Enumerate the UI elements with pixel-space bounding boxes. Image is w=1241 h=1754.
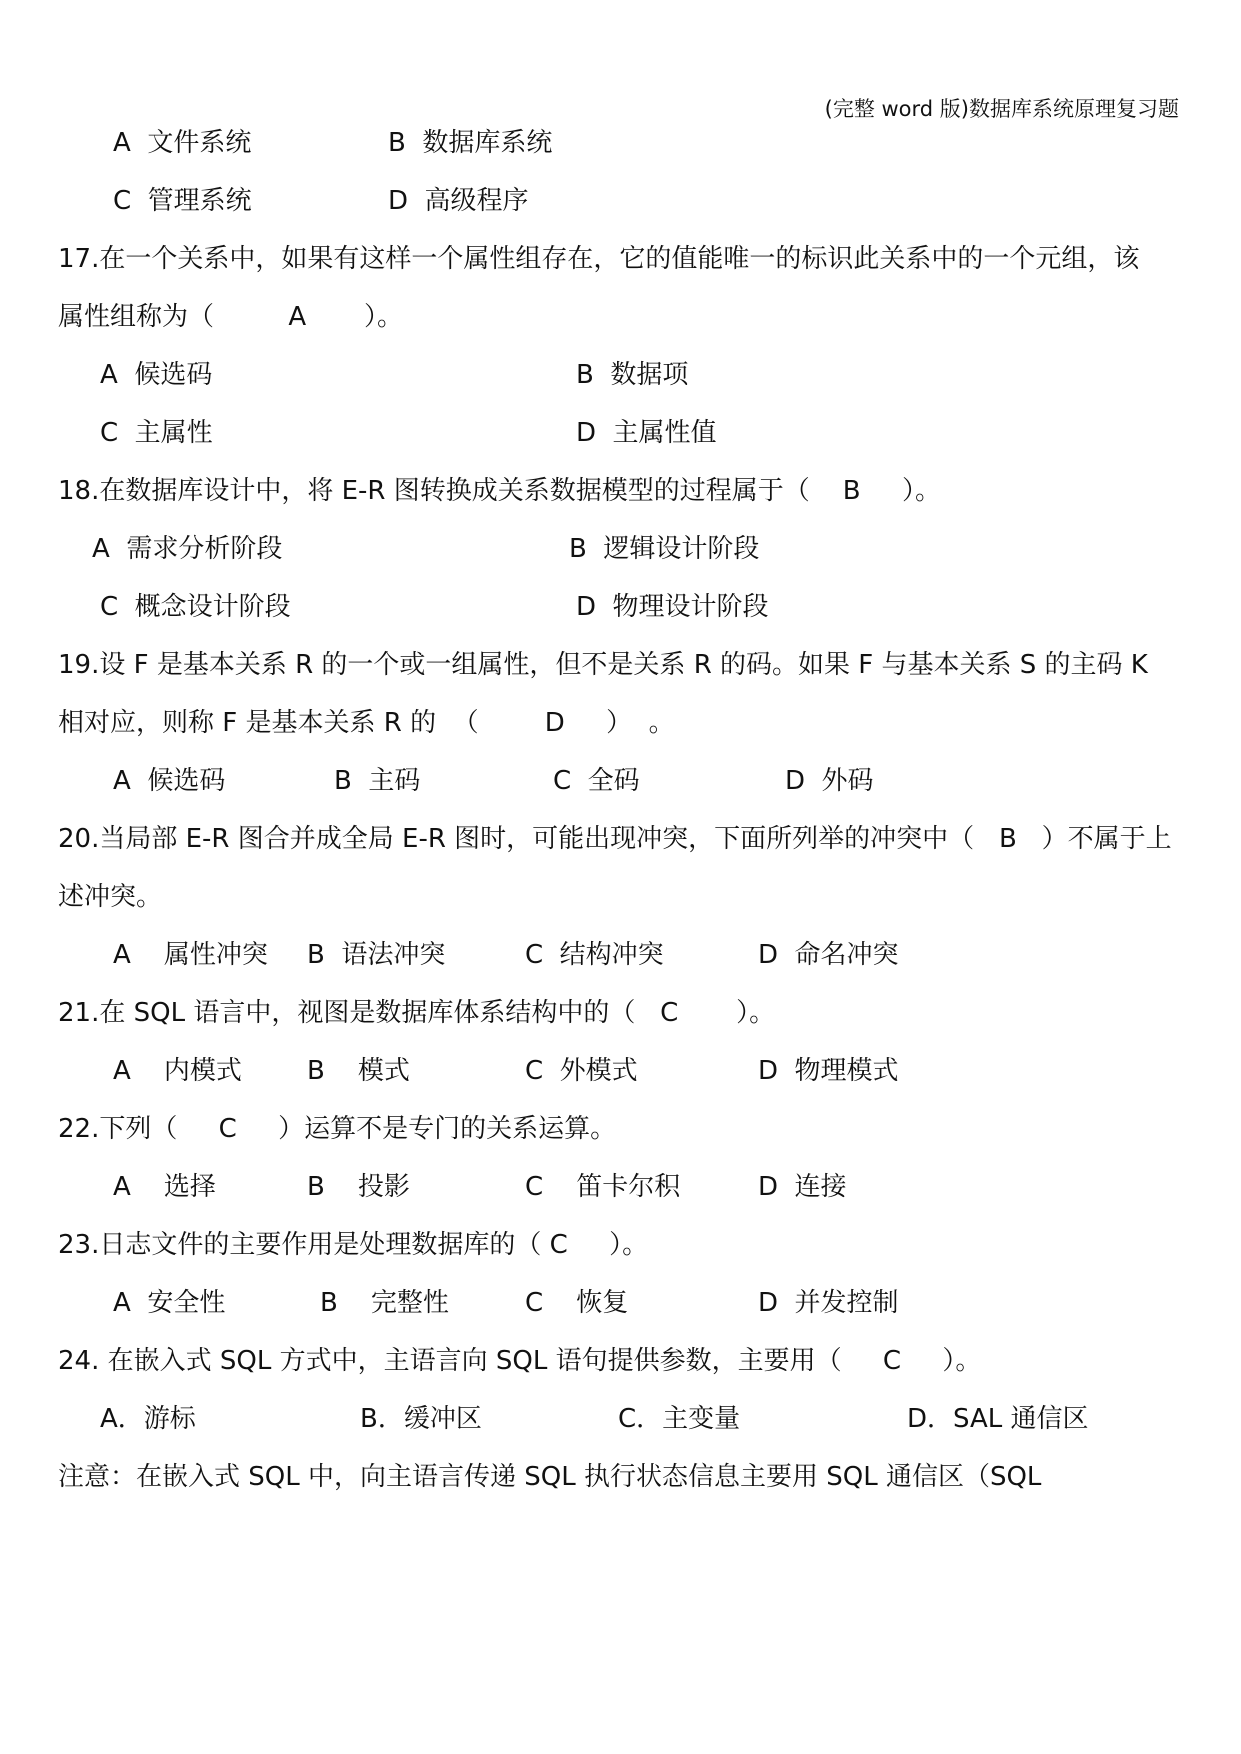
q21-option-c: C 外模式 bbox=[525, 1056, 638, 1086]
q23-option-a: A 安全性 bbox=[113, 1288, 226, 1318]
q23-option-d: D 并发控制 bbox=[758, 1288, 899, 1318]
q21-option-b: B 模式 bbox=[307, 1056, 410, 1086]
q21-option-d: D 物理模式 bbox=[758, 1056, 899, 1086]
q21-option-a: A 内模式 bbox=[113, 1056, 242, 1086]
q19-option-c: C 全码 bbox=[553, 766, 640, 796]
q18-stem: 18.在数据库设计中，将 E-R 图转换成关系数据模型的过程属于（ B ）。 bbox=[58, 476, 941, 506]
q19-option-b: B 主码 bbox=[334, 766, 421, 796]
q18-option-a: A 需求分析阶段 bbox=[92, 534, 283, 564]
q22-option-a: A 选择 bbox=[113, 1172, 216, 1202]
q21-stem: 21.在 SQL 语言中，视图是数据库体系结构中的（ C ）。 bbox=[58, 998, 776, 1028]
q20-option-a: A 属性冲突 bbox=[113, 940, 268, 970]
q23-option-b: B 完整性 bbox=[320, 1288, 449, 1318]
q20-stem-line1: 20.当局部 E-R 图合并成全局 E-R 图时，可能出现冲突，下面所列举的冲突中（ B ）不属于上 bbox=[58, 824, 1172, 854]
q22-stem: 22.下列（ C ）运算不是专门的关系运算。 bbox=[58, 1114, 617, 1144]
q20-option-d: D 命名冲突 bbox=[758, 940, 899, 970]
q18-option-d: D 物理设计阶段 bbox=[576, 592, 769, 622]
page-header-title: (完整 word 版)数据库系统原理复习题 bbox=[824, 97, 1179, 121]
q19-option-d: D 外码 bbox=[785, 766, 874, 796]
q24-option-a: A．游标 bbox=[100, 1404, 196, 1434]
note-text: 注意：在嵌入式 SQL 中，向主语言传递 SQL 执行状态信息主要用 SQL 通信区（SQL bbox=[58, 1462, 1042, 1492]
q17-stem-line2: 属性组称为（ A ）。 bbox=[58, 302, 404, 332]
q18-option-b: B 逻辑设计阶段 bbox=[569, 534, 760, 564]
q17-option-a: A 候选码 bbox=[100, 360, 213, 390]
q17-stem-line1: 17.在一个关系中，如果有这样一个属性组存在，它的值能唯一的标识此关系中的一个元组，该 bbox=[58, 244, 1140, 274]
q20-option-b: B 语法冲突 bbox=[307, 940, 446, 970]
q20-option-c: C 结构冲突 bbox=[525, 940, 664, 970]
q22-option-b: B 投影 bbox=[307, 1172, 410, 1202]
q16-option-c: C 管理系统 bbox=[113, 186, 252, 216]
q23-stem: 23.日志文件的主要作用是处理数据库的（ C ）。 bbox=[58, 1230, 649, 1260]
q18-option-c: C 概念设计阶段 bbox=[100, 592, 291, 622]
q22-option-d: D 连接 bbox=[758, 1172, 847, 1202]
q23-option-c: C 恢复 bbox=[525, 1288, 629, 1318]
q22-option-c: C 笛卡尔积 bbox=[525, 1172, 681, 1202]
q17-option-c: C 主属性 bbox=[100, 418, 213, 448]
q20-stem-line2: 述冲突。 bbox=[58, 882, 163, 912]
q19-stem-line2: 相对应，则称 F 是基本关系 R 的 （ D ） 。 bbox=[58, 708, 675, 738]
q24-option-c: C．主变量 bbox=[618, 1404, 741, 1434]
q19-option-a: A 候选码 bbox=[113, 766, 226, 796]
q16-option-b: B 数据库系统 bbox=[388, 128, 553, 158]
q19-stem-line1: 19.设 F 是基本关系 R 的一个或一组属性，但不是关系 R 的码。如果 F 与基本关系 S 的主码 K bbox=[58, 650, 1148, 680]
q24-option-d: D．SAL 通信区 bbox=[907, 1404, 1089, 1434]
q24-option-b: B．缓冲区 bbox=[360, 1404, 482, 1434]
q17-option-b: B 数据项 bbox=[576, 360, 689, 390]
q16-option-a: A 文件系统 bbox=[113, 128, 252, 158]
q16-option-d: D 高级程序 bbox=[388, 186, 529, 216]
q24-stem: 24. 在嵌入式 SQL 方式中，主语言向 SQL 语句提供参数，主要用（ C ）。 bbox=[58, 1346, 982, 1376]
q17-option-d: D 主属性值 bbox=[576, 418, 717, 448]
